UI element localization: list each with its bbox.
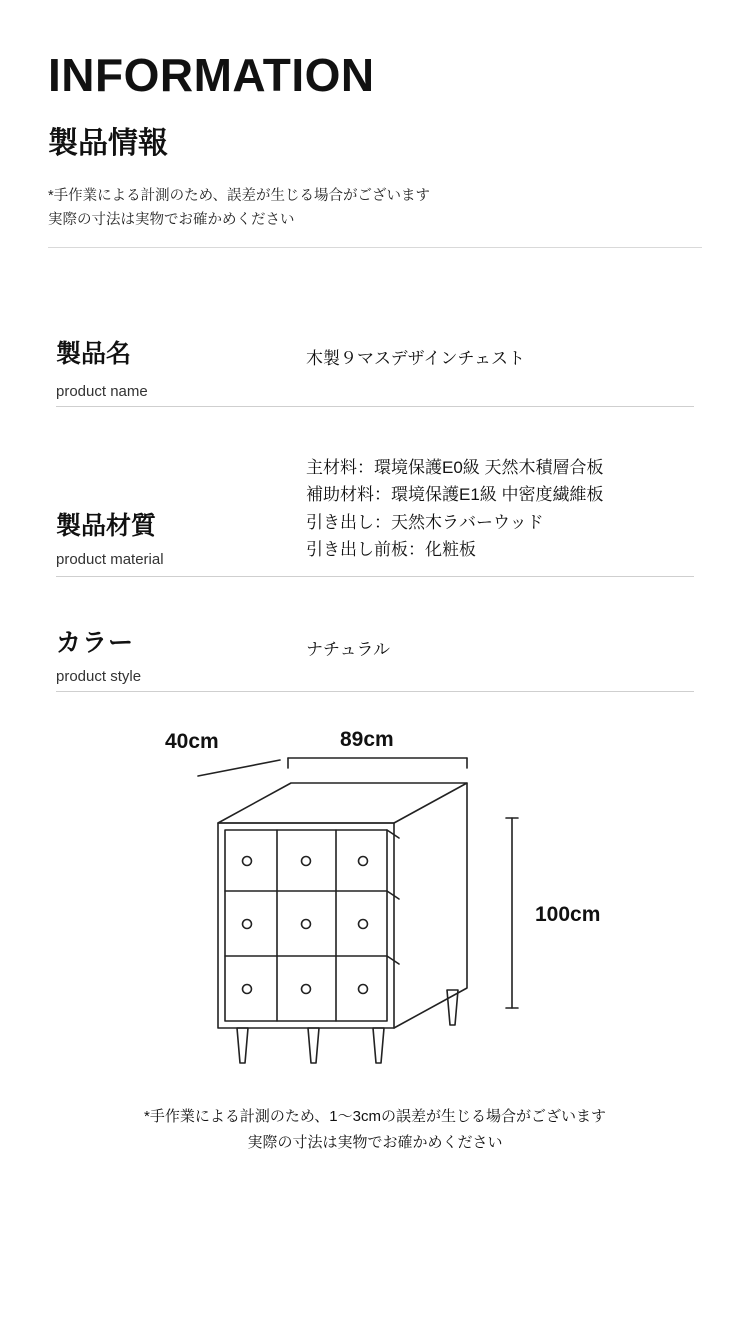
drawer-edge-hint-3 xyxy=(387,956,399,964)
height-label: 100cm xyxy=(535,902,601,926)
chest-line-drawing xyxy=(55,718,695,1098)
spec-label-en: product material xyxy=(56,550,164,568)
drawer-knob xyxy=(243,919,252,928)
spec-label-jp: 製品名 xyxy=(56,339,132,368)
bottom-disclaimer xyxy=(48,1104,702,1157)
spec-label-jp: 製品材質 xyxy=(56,512,157,541)
spec-label-product-name xyxy=(56,340,306,400)
drawer-knob xyxy=(359,919,368,928)
drawer-knob xyxy=(302,984,311,993)
drawer-knob xyxy=(302,919,311,928)
spec-label-en: product style xyxy=(56,667,142,685)
top-disclaimer-line-1: *手作業による計測のため、誤差が生じる場合がございます xyxy=(48,187,431,204)
bottom-disclaimer-line-2: 実際の寸法は実物でお確かめください xyxy=(247,1133,503,1151)
top-disclaimer-line-2: 実際の寸法は実物でお確かめください xyxy=(48,212,295,229)
spec-value-line: 木製９マスデザインチェスト xyxy=(306,348,525,368)
width-label: 89cm xyxy=(340,727,394,751)
drawer-edge-hint-2 xyxy=(387,891,399,899)
spec-divider-product-name xyxy=(56,406,694,407)
spec-value-line: 補助材料：環境保護E1級 中密度繊維板 xyxy=(306,485,604,505)
drawer-edge-hint-1 xyxy=(387,830,399,838)
spec-label-product-material xyxy=(56,512,306,570)
spec-value-line: 主材料：環境保護E0級 天然木積層合板 xyxy=(306,457,604,477)
spec-label-en: product name xyxy=(56,382,148,400)
page-title: INFORMATION xyxy=(48,49,375,101)
bottom-disclaimer-line-1: *手作業による計測のため、1～3cmの誤差が生じる場合がございます xyxy=(144,1107,606,1125)
chest-side-face xyxy=(394,783,467,1028)
top-disclaimer xyxy=(48,184,702,233)
spec-row-product-material xyxy=(48,451,702,577)
drawer-knob xyxy=(243,856,252,865)
spec-value-product-material xyxy=(306,451,694,570)
spec-value-line: ナチュラル xyxy=(306,639,390,659)
spec-value-line: 引き出し：天然木ラバーウッド xyxy=(306,512,544,532)
spec-label-product-color xyxy=(56,629,306,685)
spec-label-jp: カラー xyxy=(56,628,135,657)
header-divider xyxy=(48,247,702,248)
spec-value-product-color xyxy=(306,629,694,663)
dimension-diagram xyxy=(48,718,702,1098)
drawer-knob xyxy=(302,856,311,865)
spec-value-line: 引き出し前板：化粧板 xyxy=(306,540,476,560)
drawer-knob xyxy=(359,856,368,865)
product-information-page xyxy=(0,49,750,1321)
spec-divider-product-color xyxy=(56,691,694,692)
depth-leader-line xyxy=(198,760,280,776)
spec-value-product-name xyxy=(306,340,694,372)
chest-top-face xyxy=(218,783,467,823)
chest-leg xyxy=(373,1028,384,1063)
chest-leg xyxy=(308,1028,319,1063)
drawer-knob xyxy=(243,984,252,993)
chest-leg xyxy=(237,1028,248,1063)
spec-divider-product-material xyxy=(56,576,694,577)
depth-label: 40cm xyxy=(165,729,219,753)
page-subtitle: 製品情報 xyxy=(48,126,168,160)
drawer-knob xyxy=(359,984,368,993)
spec-row-product-name xyxy=(48,340,702,407)
spec-row-product-color xyxy=(48,629,702,692)
